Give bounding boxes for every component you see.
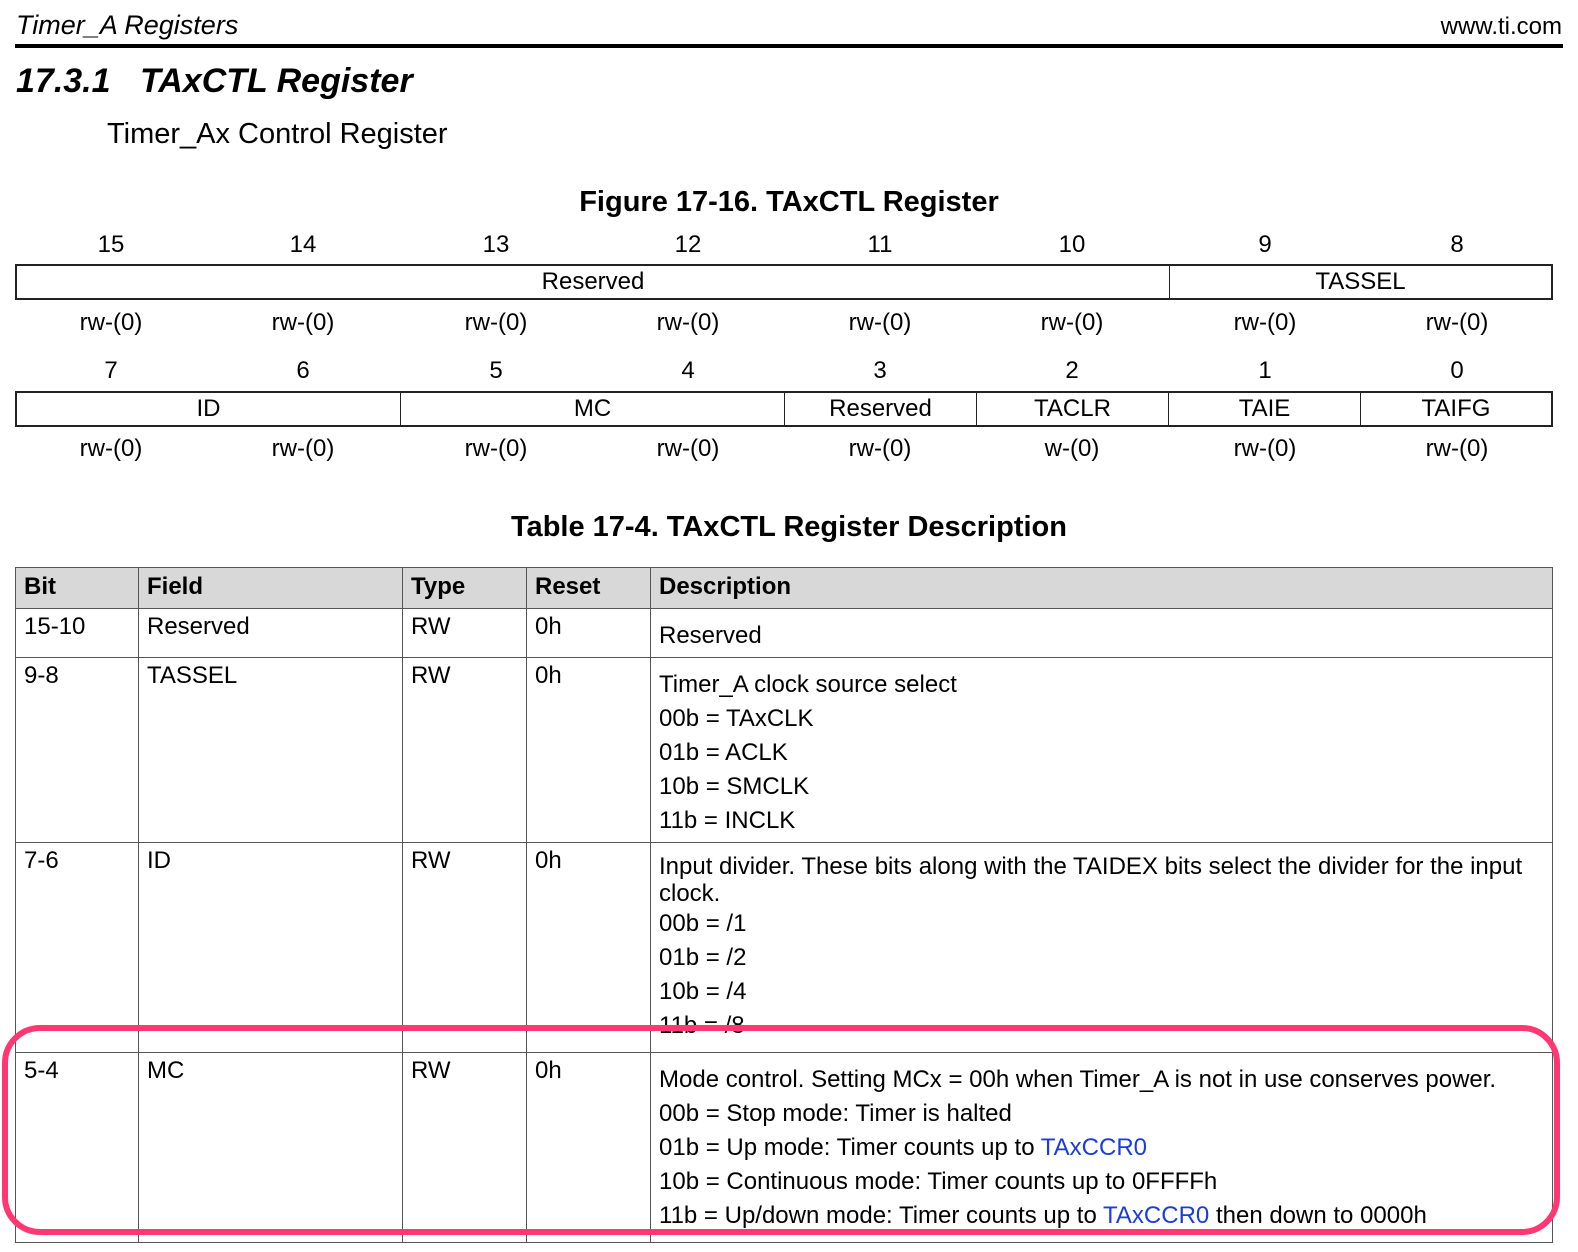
lower-access-types bbox=[15, 435, 1553, 465]
field-id: ID bbox=[17, 393, 401, 425]
access-type: rw-(0) bbox=[1233, 309, 1297, 336]
type-cell: RW bbox=[403, 609, 527, 658]
upper-register-fields bbox=[15, 264, 1553, 300]
access-type: rw-(0) bbox=[1425, 309, 1489, 336]
access-type: w-(0) bbox=[1044, 435, 1100, 462]
description-text: then down to 0000h bbox=[1209, 1202, 1427, 1229]
taxccr0-link[interactable]: TAxCCR0 bbox=[1103, 1202, 1210, 1229]
access-type: rw-(0) bbox=[79, 309, 143, 336]
description-line: 11b = INCLK bbox=[659, 807, 796, 834]
upper-access-types bbox=[15, 309, 1553, 339]
taxccr0-link[interactable]: TAxCCR0 bbox=[1040, 1134, 1148, 1161]
access-type: rw-(0) bbox=[1233, 435, 1297, 462]
bit-number: 5 bbox=[489, 357, 503, 384]
description-line bbox=[659, 1199, 1544, 1233]
upper-bit-numbers bbox=[15, 231, 1553, 261]
bit-number: 9 bbox=[1258, 231, 1272, 258]
access-type: rw-(0) bbox=[271, 309, 335, 336]
access-type: rw-(0) bbox=[464, 309, 528, 336]
bit-number: 8 bbox=[1450, 231, 1464, 258]
reset-cell: 0h bbox=[527, 609, 651, 658]
bit-number: 4 bbox=[681, 357, 695, 384]
description-text: 11b = Up/down mode: Timer counts up to bbox=[659, 1202, 1104, 1229]
description-line bbox=[659, 1131, 1544, 1165]
access-type: rw-(0) bbox=[656, 309, 720, 336]
bit-number: 14 bbox=[289, 231, 317, 258]
bit-cell: 5-4 bbox=[16, 1053, 139, 1243]
column-header: Type bbox=[403, 568, 527, 609]
bit-number: 3 bbox=[873, 357, 887, 384]
column-header: Field bbox=[139, 568, 403, 609]
description-line: 00b = TAxCLK bbox=[659, 705, 814, 732]
reset-cell: 0h bbox=[527, 658, 651, 843]
table-row bbox=[16, 609, 1553, 658]
bit-number: 6 bbox=[296, 357, 310, 384]
figure-caption: Figure 17-16. TAxCTL Register bbox=[579, 186, 999, 218]
running-header-url[interactable]: www.ti.com bbox=[1440, 13, 1562, 40]
bit-number: 10 bbox=[1058, 231, 1086, 258]
bit-number: 15 bbox=[97, 231, 125, 258]
running-header-title: Timer_A Registers bbox=[16, 10, 239, 40]
section-subtitle: Timer_Ax Control Register bbox=[107, 118, 448, 150]
table-caption: Table 17-4. TAxCTL Register Description bbox=[511, 511, 1067, 543]
table-row bbox=[16, 843, 1553, 1053]
type-cell: RW bbox=[403, 843, 527, 1053]
column-header: Reset bbox=[527, 568, 651, 609]
type-cell: RW bbox=[403, 1053, 527, 1243]
bit-number: 0 bbox=[1450, 357, 1464, 384]
access-type: rw-(0) bbox=[464, 435, 528, 462]
access-type: rw-(0) bbox=[79, 435, 143, 462]
access-type: rw-(0) bbox=[848, 309, 912, 336]
column-header: Bit bbox=[16, 568, 139, 609]
description-line: Mode control. Setting MCx = 00h when Timer_A is not in use conserves power. bbox=[659, 1066, 1497, 1093]
field-taifg: TAIFG bbox=[1421, 395, 1491, 422]
description-line: Input divider. These bits along with the TAIDEX bits select the divider for the input clock. bbox=[659, 853, 1523, 907]
description-line: 01b = ACLK bbox=[659, 739, 788, 766]
bit-cell: 15-10 bbox=[16, 609, 139, 658]
column-header: Description bbox=[651, 568, 1553, 609]
access-type: rw-(0) bbox=[656, 435, 720, 462]
description-cell bbox=[651, 843, 1553, 1053]
description-line: 00b = Stop mode: Timer is halted bbox=[659, 1100, 1012, 1127]
description-line: 11b = /8 bbox=[659, 1012, 745, 1039]
table-row bbox=[16, 1053, 1553, 1243]
field-cell: Reserved bbox=[139, 609, 403, 658]
description-text: 01b = Up mode: Timer counts up to bbox=[659, 1134, 1041, 1161]
description-cell bbox=[651, 609, 1553, 658]
bit-number: 11 bbox=[867, 231, 893, 258]
field-reserved-lower: Reserved bbox=[785, 393, 977, 425]
description-cell bbox=[651, 658, 1553, 843]
section-number: 17.3.1 bbox=[16, 62, 111, 100]
bit-cell: 7-6 bbox=[16, 843, 139, 1053]
reset-cell: 0h bbox=[527, 1053, 651, 1243]
bit-number: 7 bbox=[104, 357, 118, 384]
bit-number: 2 bbox=[1065, 357, 1079, 384]
field-tassel: TASSEL bbox=[1315, 268, 1406, 295]
field-mc: MC bbox=[401, 393, 785, 425]
lower-bit-numbers bbox=[15, 357, 1553, 387]
field-cell: MC bbox=[139, 1053, 403, 1243]
bit-number: 1 bbox=[1258, 357, 1272, 384]
description-line: 10b = SMCLK bbox=[659, 773, 810, 800]
description-line: Timer_A clock source select bbox=[659, 671, 957, 698]
bit-number: 12 bbox=[674, 231, 702, 258]
description-cell bbox=[651, 1053, 1553, 1243]
table-header-row bbox=[16, 568, 1553, 609]
type-cell: RW bbox=[403, 658, 527, 843]
reset-cell: 0h bbox=[527, 843, 651, 1053]
field-taie: TAIE bbox=[1169, 393, 1361, 425]
description-line: 00b = /1 bbox=[659, 910, 747, 937]
access-type: rw-(0) bbox=[1040, 309, 1104, 336]
description-line: 10b = /4 bbox=[659, 978, 747, 1005]
field-reserved-upper: Reserved bbox=[17, 266, 1170, 298]
description-line: Reserved bbox=[659, 622, 762, 649]
bit-number: 13 bbox=[482, 231, 510, 258]
access-type: rw-(0) bbox=[271, 435, 335, 462]
lower-register-fields bbox=[15, 391, 1553, 427]
header-rule bbox=[15, 44, 1563, 48]
register-description-table bbox=[15, 567, 1553, 1243]
table-row bbox=[16, 658, 1553, 843]
description-line: 01b = /2 bbox=[659, 944, 747, 971]
section-title: TAxCTL Register bbox=[140, 62, 413, 100]
access-type: rw-(0) bbox=[848, 435, 912, 462]
description-line: 10b = Continuous mode: Timer counts up to 0FFFFh bbox=[659, 1168, 1218, 1195]
field-taclr: TACLR bbox=[977, 393, 1169, 425]
bit-cell: 9-8 bbox=[16, 658, 139, 843]
field-cell: ID bbox=[139, 843, 403, 1053]
field-cell: TASSEL bbox=[139, 658, 403, 843]
access-type: rw-(0) bbox=[1425, 435, 1489, 462]
